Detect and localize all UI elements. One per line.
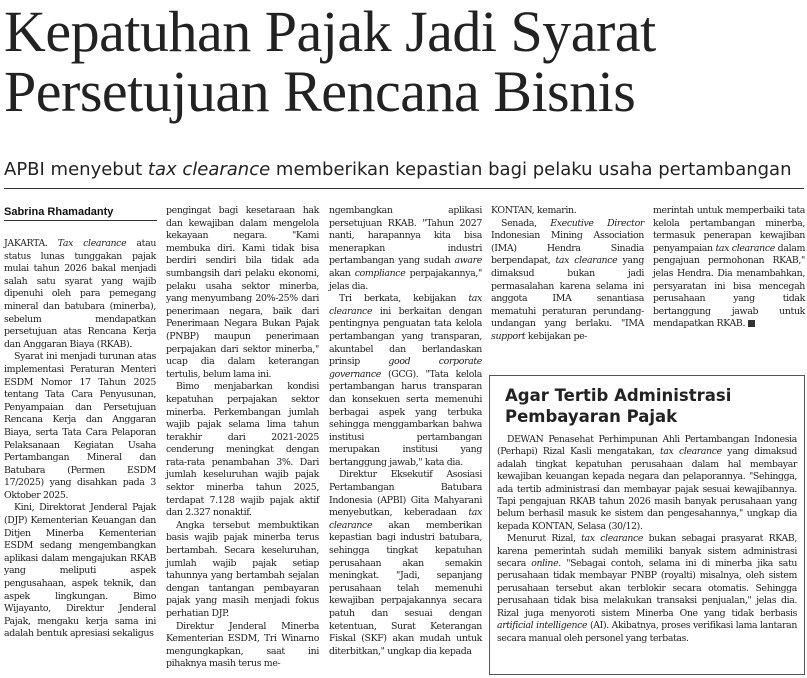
byline: Sabrina Rhamadanty — [4, 206, 114, 218]
end-mark-icon — [748, 320, 755, 327]
paragraph: Tri berkata, kebijakan tax clearance ini berkaitan dengan pentingnya penguatan tata kelola pertambangan yang transparan, akuntabel dan berlandaskan prinsip good corporate governance (GCG). "Tata kelola pertambangan harus transparan dan konsekuen serta memenuhi berbagai aspek yang terbuka sehingga menggambarkan bahwa institusi pertambangan merupakan institusi yang bertanggung jawab," kata dia. — [329, 293, 483, 468]
paragraph: ngembangkan aplikasi persetujuan RKAB. "Tahun 2027 nanti, harapannya kita bisa menerapkan industri pertambangan yang sudah aware akan compliance perpajakannya," jelas dia. — [329, 205, 482, 292]
paragraph: Menurut Rizal, tax clearance bukan sebagai prasyarat RKAB, karena pemerintah sudah memiliki banyak sistem administrasi secara online. "Sebagai contoh, selama ini di minerba jika satu perusahaan tidak membayar PNBP (royalti) misalnya, oleh sistem perusahaan tersebut akan terblokir secara otomatis. Sehingga perusahaan tidak bisa melakukan transaksi penjualan," jelas dia. Rizal juga menyoroti sistem Minerba One yang tidak berbasis artificial intelligence (AI). Akibatnya, proses verifikasi lama lantaran secara manual oleh personel yang terbatas. — [497, 533, 798, 644]
paragraph: Kini, Direktorat Jenderal Pajak (DJP) Kementerian Keuangan dan Ditjen Minerba Kementerian ESDM sedang mengembangkan aplikasi dalam mengajukan RKAB yang meliputi aspek pengusahaan, aspek teknik, dan aspek lingkungan. Bimo Wijayanto, Direktur Jenderal Pajak, mengaku kerja sama ini adalah bentuk apresiasi sekaligus — [4, 502, 156, 640]
paragraph: Senada, Executive Director Indonesian Mining Association (IMA) Hendra Sinadia berpendapat, tax clearance yang dimaksud bukan jadi permasalahan karena selama ini anggota IMA senantiasa mematuhi peraturan perundang-undangan yang berlaku. "IMA support kebijakan pe- — [491, 217, 645, 342]
paragraph: Bimo menjabarkan kondisi kepatuhan perpajakan sektor minerba. Perkembangan jumlah wajib pajak selama lima tahun terakhir dari 2021-2025 cenderung meningkat dengan rata-rata penambahan 3%. Dari jumlah keseluruhan wajib pajak sektor minerba tahun 2025, terdapat 7.128 wajib pajak aktif dan 2.327 nonaktif. — [166, 381, 319, 519]
paragraph: DEWAN Penasehat Perhimpunan Ahli Pertambangan Indonesia (Perhapi) Rizal Kasli mengatakan, tax clearance yang dimaksud adalah tingkat kepatuhan perusahaan dalam hal membayar kewajiban keuangan kepada negara dan pelaporannya. "Sehingga, ada tertib administrasi dan membayar pajak sesuai kewajibannya. Tapi pengajuan RKAB tahun 2026 masih banyak perusahaan yang belum berhasil masuk ke sistem dan pengesahannya," ungkap dia kepada KONTAN, Selasa (30/12). — [497, 434, 797, 532]
paragraph-text: merintah untuk memperbaiki tata kelola pertambangan minerba, termasuk penerapan kewajiban penyampaian tax clearance dalam pengajuan permohonan RKAB," jelas Hendra. Dia menambahkan, persyaratan ini bisa mencegah perusahaan yang tidak bertanggung jawab untuk mendapatkan RKAB. — [653, 205, 806, 330]
article-column-5 — [653, 205, 805, 331]
byline-rule — [4, 220, 157, 221]
subhead-text-end: memberikan kepastian bagi pelaku usaha pertambangan — [270, 159, 792, 180]
article-column-4 — [491, 205, 644, 344]
paragraph: Direktur Jenderal Minerba Kementerian ESDM, Tri Winarno mengungkapkan, saat ini pihaknya masih terus me- — [166, 620, 319, 670]
paragraph: pengingat bagi kesetaraan hak dan kewajiban dalam mengelola kekayaan negara. "Kami membuka diri. Kami tidak bisa berdiri sendiri bila tidak ada sumbangsih dari pelaku ekonomi, pelaku usaha sektor minerba, yang menyumbang 20%-25% dari penerimaan negara, baik dari Penerimaan Negara Bukan Pajak (PNBP) maupun penerimaan perpajakan dari sektor minerba," ucap dia dalam keterangan tertulis, belum lama ini. — [166, 205, 319, 380]
headline: Kepatuhan Pajak Jadi Syarat Persetujuan Rencana Bisnis — [4, 0, 656, 124]
sidebar-body — [497, 434, 797, 645]
paragraph: Direktur Eksekutif Asosiasi Pertambangan Batubara Indonesia (APBI) Gita Mahyarani menyebutkan, keberadaan tax clearance akan memberikan kepastian bagi industri batubara, sehingga tingkat kepatuhan perusahaan akan semakin meningkat. "Jadi, sepanjang perusahaan telah memenuhi kewajiban perpajakannya secara patuh dan sesuai dengan ketentuan, Surat Keterangan Fiskal (SKF) akan mudah untuk diterbitkan," ungkap dia kepada — [329, 469, 482, 657]
paragraph: JAKARTA. Tax clearance atau status lunas tunggakan pajak mulai tahun 2026 bakal menjadi salah satu syarat yang wajib dipenuhi oleh para pemegang mineral dan batubara (minerba), sebelum mendapatkan persetujuan atas Rencana Kerja dan Anggaran Biaya (RKAB). — [4, 238, 157, 350]
paragraph: Syarat ini menjadi turunan atas implementasi Peraturan Menteri ESDM Nomor 17 Tahun 2025 tentang Tata Cara Penyusunan, Penyampaian dan Persetujuan Rencana Kerja dan Anggaran Biaya, serta Tata Cara Pelaporan Pelaksanaan Kegiatan Usaha Pertambangan Mineral dan Batubara (Permen ESDM 17/2025) yang disahkan pada 3 Oktober 2025. — [4, 351, 156, 501]
subheadline — [4, 158, 804, 182]
paragraph: Angka tersebut membuktikan basis wajib pajak minerba terus bertambah. Secara keseluruhan, jumlah wajib pajak setiap tahunnya yang bertambah sejalan dengan tantangan pembayaran pajak yang masih menjadi fokus perhatian DJP. — [166, 519, 319, 619]
subhead-text: APBI menyebut — [4, 159, 148, 180]
header-rule — [4, 188, 804, 189]
sidebar-title: Agar Tertib Administrasi Pembayaran Pajak — [505, 386, 732, 426]
article-column-1 — [4, 238, 156, 641]
subhead-italic: tax clearance — [147, 159, 271, 180]
paragraph: KONTAN, kemarin. — [491, 205, 577, 216]
article-column-2 — [166, 205, 319, 671]
paragraph — [653, 205, 805, 331]
article-column-3 — [329, 205, 482, 658]
